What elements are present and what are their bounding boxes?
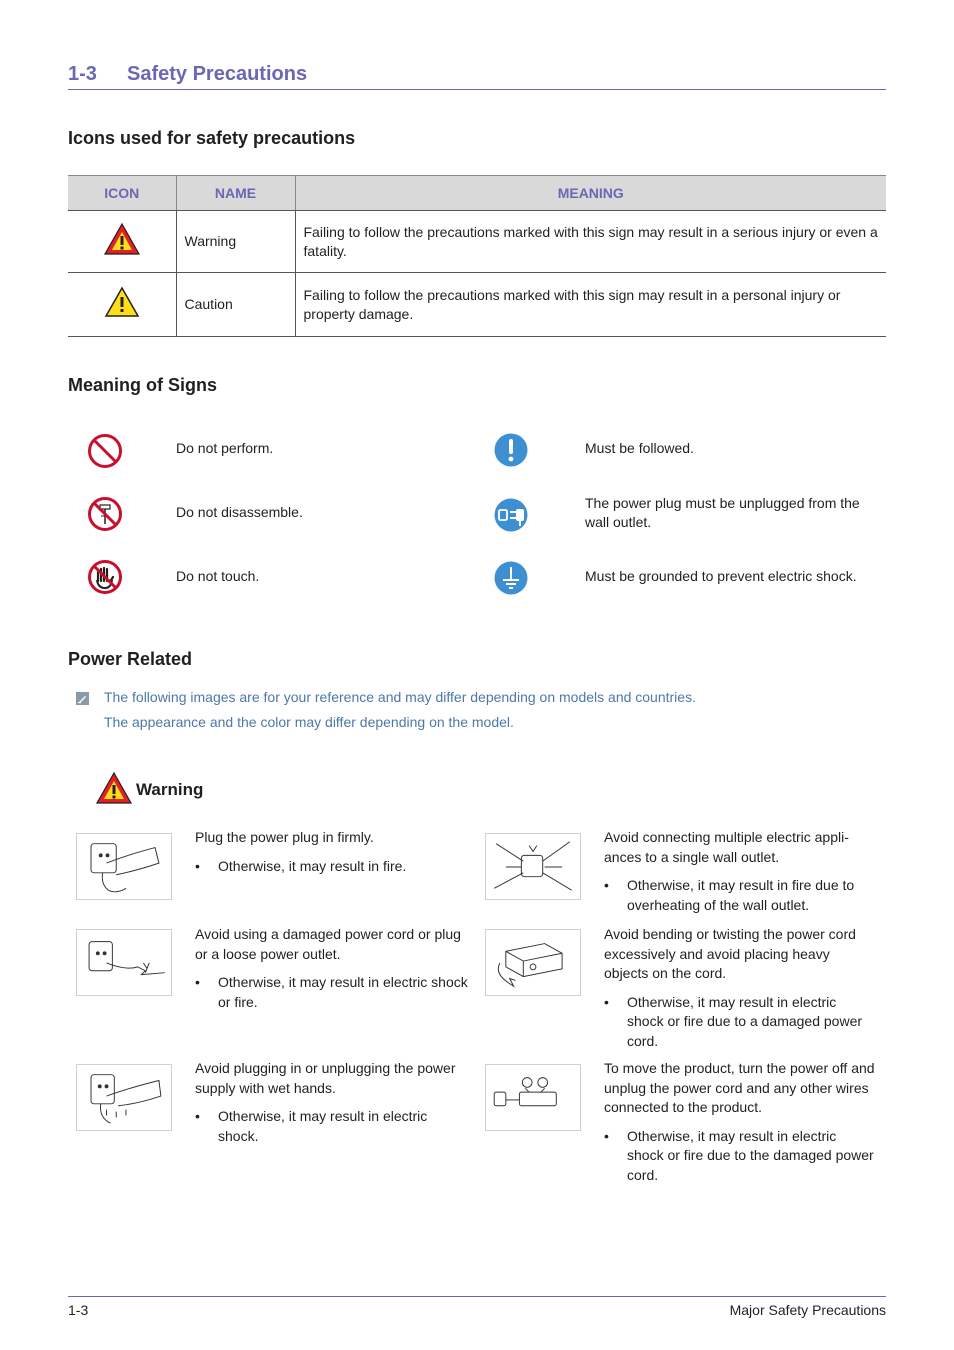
caution-icon [104, 286, 140, 318]
page-footer [68, 1296, 886, 1322]
table-header-meaning: MEANING [295, 176, 886, 211]
footer-section: Major Safety Precautions [729, 1302, 886, 1318]
unplug-icon [494, 498, 528, 532]
item-4-bullet-text: Otherwise, it may result in electric shock or fire due to a damaged power cord. [627, 993, 863, 1049]
bullet-mark: • [604, 993, 609, 1010]
caution-name: Caution [176, 273, 295, 337]
chapter-title [68, 60, 886, 90]
icons-section-title: Icons used for safety precautions [68, 128, 356, 148]
bullet-mark: • [604, 877, 609, 893]
bullet-mark: • [195, 857, 200, 874]
table-header-icon: ICON [68, 176, 176, 211]
do-not-touch-icon [87, 559, 123, 595]
multiple-appliances-illustration [485, 833, 581, 900]
ground-icon [494, 561, 528, 595]
table-row [68, 273, 886, 337]
item-6-text: To move the product, turn the power off and unplug the power cord and any other wires connected to the product. [604, 1060, 875, 1115]
item-1-bullet [195, 857, 470, 877]
item-3-bullet-text: Otherwise, it may result in electric shock or fire. [218, 974, 468, 1010]
table-header-name: NAME [176, 176, 295, 211]
item-3-bullet [195, 973, 470, 1012]
item-2-text: Avoid connecting multiple electric appli-ances to a single wall outlet. [604, 829, 849, 865]
note-line-2: The appearance and the color may differ depending on the model. [104, 714, 514, 730]
chapter-heading: Safety Precautions [127, 63, 308, 85]
item-6 [604, 1059, 876, 1185]
item-1-text: Plug the power plug in firmly. [195, 829, 374, 845]
sign-must-be-followed: Must be followed. [585, 440, 694, 456]
table-header-row [68, 176, 886, 211]
item-2-bullet [604, 876, 876, 915]
chapter-number: 1-3 [68, 63, 97, 85]
page-number: 1-3 [68, 1302, 89, 1318]
icons-table [68, 175, 886, 337]
item-3 [195, 925, 470, 1012]
item-5 [195, 1059, 470, 1146]
item-4-bullet [604, 993, 876, 1052]
move-product-illustration [485, 1064, 581, 1131]
caution-icon-cell [68, 273, 176, 337]
item-5-text: Avoid plugging in or unplugging the power supply with wet hands. [195, 1060, 456, 1096]
bullet-mark: • [195, 1108, 200, 1124]
wet-hands-illustration [76, 1064, 172, 1131]
warning-name: Warning [176, 211, 295, 273]
bullet-mark: • [195, 974, 200, 990]
sign-do-not-perform: Do not perform. [176, 440, 274, 456]
item-6-bullet-text: Otherwise, it may result in electric shock or fire due to the damaged power cord. [627, 1127, 874, 1183]
plug-firmly-illustration [76, 833, 172, 900]
item-1-bullet-text: Otherwise, it may result in fire. [218, 857, 407, 874]
sign-do-not-disassemble: Do not disassemble. [176, 504, 303, 520]
item-4-text: Avoid bending or twisting the power cord excessively and avoid placing heavy objects on the cord. [604, 926, 856, 981]
warning-icon-cell [68, 211, 176, 273]
sign-unplug: The power plug must be unplugged from the wall outlet. [585, 495, 860, 530]
item-1 [195, 828, 470, 876]
note-line-1: The following images are for your reference and may differ depending on models and countries. [104, 689, 696, 705]
item-2 [604, 828, 876, 915]
table-row [68, 211, 886, 273]
note-icon [76, 692, 89, 705]
item-2-bullet-text: Otherwise, it may result in fire due to overheating of the wall outlet. [627, 877, 855, 913]
item-5-bullet-text: Otherwise, it may result in electric shock. [218, 1108, 428, 1144]
damaged-cord-illustration [76, 929, 172, 996]
heavy-object-on-cord-illustration [485, 929, 581, 996]
bullet-mark: • [604, 1127, 609, 1144]
power-section-title: Power Related [68, 649, 193, 669]
warning-label: Warning [136, 780, 204, 799]
warning-meaning: Failing to follow the precautions marked with this sign may result in a serious injury or even a fatality. [295, 211, 886, 273]
item-6-bullet [604, 1127, 876, 1186]
warning-label-icon [95, 771, 133, 805]
do-not-perform-icon [87, 433, 123, 469]
sign-grounded: Must be grounded to prevent electric shock. [585, 568, 857, 584]
warning-icon [103, 222, 141, 256]
signs-section-title: Meaning of Signs [68, 375, 218, 395]
item-4 [604, 925, 876, 1051]
sign-do-not-touch: Do not touch. [176, 568, 260, 584]
item-5-bullet [195, 1107, 470, 1146]
caution-meaning: Failing to follow the precautions marked with this sign may result in a personal injury or property damage. [295, 273, 886, 337]
item-3-text: Avoid using a damaged power cord or plug or a loose power outlet. [195, 926, 461, 962]
do-not-disassemble-icon [87, 496, 123, 532]
must-follow-icon [494, 433, 528, 467]
